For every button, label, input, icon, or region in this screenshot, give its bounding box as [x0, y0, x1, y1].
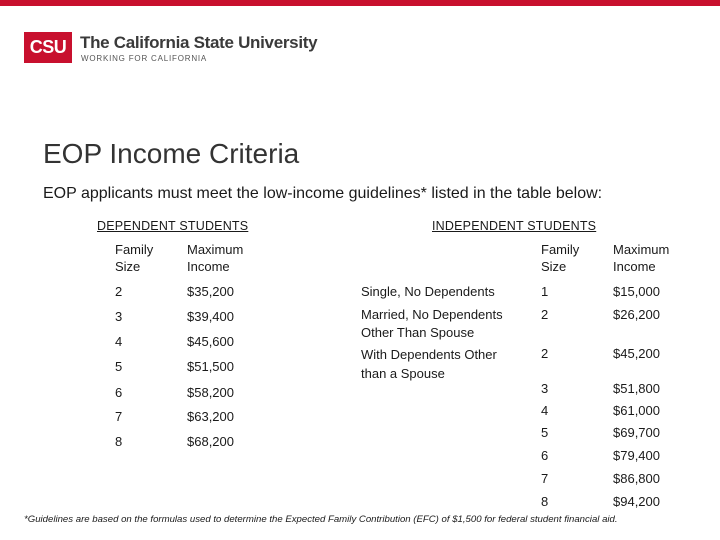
- dependent-size: 5: [115, 359, 123, 374]
- independent-size: 4: [541, 403, 549, 418]
- independent-category: Married, No Dependents Other Than Spouse: [361, 307, 503, 340]
- independent-category: With Dependents Other than a Spouse: [361, 347, 497, 381]
- csu-logo-mark: CSU: [24, 32, 72, 63]
- footnote: *Guidelines are based on the formulas used to determine the Expected Family Contribution (EFC) of $1,500 for federal student financial aid.: [24, 514, 618, 525]
- top-accent-bar: [0, 0, 720, 6]
- logo-title: The California State University: [80, 33, 318, 52]
- independent-size: 5: [541, 425, 549, 440]
- dependent-size: 6: [115, 385, 123, 400]
- logo-subtitle: WORKING FOR CALIFORNIA: [81, 54, 208, 63]
- dependent-income: $63,200: [187, 409, 234, 424]
- independent-col-income: Maximum Income: [613, 242, 670, 274]
- dependent-size: 4: [115, 334, 123, 349]
- independent-size: 3: [541, 381, 549, 396]
- dependent-col-size: Family Size: [115, 242, 154, 274]
- dependent-size: 2: [115, 284, 123, 299]
- independent-size: 8: [541, 494, 549, 509]
- independent-income: $45,200: [613, 346, 660, 361]
- independent-size: 6: [541, 448, 549, 463]
- independent-income: $26,200: [613, 307, 660, 322]
- independent-size: 1: [541, 284, 549, 299]
- dependent-size: 8: [115, 434, 123, 449]
- independent-col-size: Family Size: [541, 242, 580, 274]
- independent-income: $15,000: [613, 284, 660, 299]
- dependent-income: $68,200: [187, 434, 234, 449]
- independent-size: 2: [541, 346, 549, 361]
- independent-income: $94,200: [613, 494, 660, 509]
- dependent-income: $39,400: [187, 309, 234, 324]
- dependent-col-income: Maximum Income: [187, 242, 244, 274]
- slide-title: EOP Income Criteria: [43, 138, 300, 169]
- independent-heading: INDEPENDENT STUDENTS: [432, 219, 597, 233]
- dependent-size: 3: [115, 309, 123, 324]
- independent-size: 2: [541, 307, 549, 322]
- dependent-size: 7: [115, 409, 123, 424]
- independent-income: $86,800: [613, 471, 660, 486]
- dependent-income: $58,200: [187, 385, 234, 400]
- independent-income: $69,700: [613, 425, 660, 440]
- independent-income: $61,000: [613, 403, 660, 418]
- dependent-heading: DEPENDENT STUDENTS: [97, 219, 249, 233]
- dependent-income: $35,200: [187, 284, 234, 299]
- intro-text: EOP applicants must meet the low-income guidelines* listed in the table below:: [43, 185, 603, 202]
- independent-size: 7: [541, 471, 549, 486]
- independent-income: $51,800: [613, 381, 660, 396]
- dependent-income: $45,600: [187, 334, 234, 349]
- independent-category: Single, No Dependents: [361, 284, 495, 299]
- dependent-income: $51,500: [187, 359, 234, 374]
- independent-income: $79,400: [613, 448, 660, 463]
